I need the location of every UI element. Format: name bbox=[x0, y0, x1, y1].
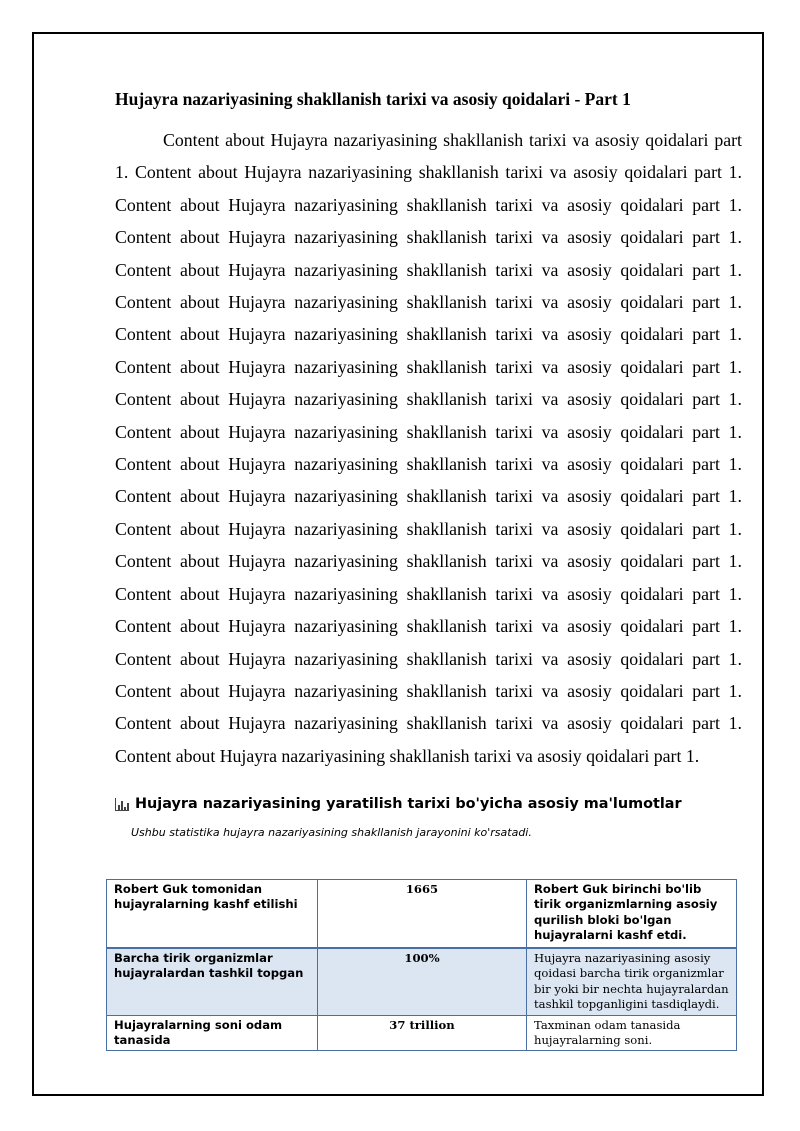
row-value: 100% bbox=[318, 948, 527, 1015]
document-body bbox=[115, 86, 742, 839]
row-description: Robert Guk birinchi bo'lib tirik organizmlarning asosiy qurilish bloki bo'lgan hujayralarni kashf etdi. bbox=[527, 880, 737, 949]
row-label: Hujayralarning soni odam tanasida bbox=[107, 1015, 318, 1051]
row-value: 37 trillion bbox=[318, 1015, 527, 1051]
table-row bbox=[107, 948, 737, 1015]
row-value: 1665 bbox=[318, 880, 527, 949]
row-label: Barcha tirik organizmlar hujayralardan tashkil topgan bbox=[107, 948, 318, 1015]
table-row bbox=[107, 1015, 737, 1051]
row-description: Taxminan odam tanasida hujayralarning soni. bbox=[527, 1015, 737, 1051]
stats-heading bbox=[115, 794, 742, 814]
row-description: Hujayra nazariyasining asosiy qoidasi barcha tirik organizmlar bir yoki bir nechta hujayralardan tashkil topganligini tasdiqlaydi. bbox=[527, 948, 737, 1015]
table-row bbox=[107, 880, 737, 949]
stats-caption: Ushbu statistika hujayra nazariyasining shakllanish jarayonini ko'rsatadi. bbox=[131, 826, 532, 840]
stats-table bbox=[106, 879, 737, 1051]
stats-heading-text: Hujayra nazariyasining yaratilish tarixi bo'yicha asosiy ma'lumotlar bbox=[135, 796, 682, 813]
bar-chart-icon bbox=[115, 798, 129, 811]
body-paragraph: Content about Hujayra nazariyasining shakllanish tarixi va asosiy qoidalari part 1. Content about Hujayra nazariyasining shakllanish tarixi va asosiy qoidalari part 1. Content about Hujayra nazariyasining shakllanish tarixi va asosiy qoidalari part 1. Content about Hujayra nazariyasining shakllanish tarixi va asosiy qoidalari part 1. Content about Hujayra nazariyasining shakllanish tarixi va asosiy qoidalari part 1. Content about Hujayra nazariyasining shakllanish tarixi va asosiy qoidalari part 1. Content about Hujayra nazariyasining shakllanish tarixi va asosiy qoidalari part 1. Content about Hujayra nazariyasining shakllanish tarixi va asosiy qoidalari part 1. Content about Hujayra nazariyasining shakllanish tarixi va asosiy qoidalari part 1. Content about Hujayra nazariyasining shakllanish tarixi va asosiy qoidalari part 1. Content about Hujayra nazariyasining shakllanish tarixi va asosiy qoidalari part 1. Content about Hujayra nazariyasining shakllanish tarixi va asosiy qoidalari part 1. Content about Hujayra nazariyasining shakllanish tarixi va asosiy qoidalari part 1. Content about Hujayra nazariyasining shakllanish tarixi va asosiy qoidalari part 1. Content about Hujayra nazariyasining shakllanish tarixi va asosiy qoidalari part 1. Content about Hujayra nazariyasining shakllanish tarixi va asosiy qoidalari part 1. Content about Hujayra nazariyasining shakllanish tarixi va asosiy qoidalari part 1. Content about Hujayra nazariyasining shakllanish tarixi va asosiy qoidalari part 1. Content about Hujayra nazariyasining shakllanish tarixi va asosiy qoidalari part 1. Content about Hujayra nazariyasining shakllanish tarixi va asosiy qoidalari part 1. bbox=[115, 130, 742, 766]
row-label: Robert Guk tomonidan hujayralarning kashf etilishi bbox=[107, 880, 318, 949]
document-title: Hujayra nazariyasining shakllanish tarixi va asosiy qoidalari - Part 1 bbox=[115, 89, 631, 109]
